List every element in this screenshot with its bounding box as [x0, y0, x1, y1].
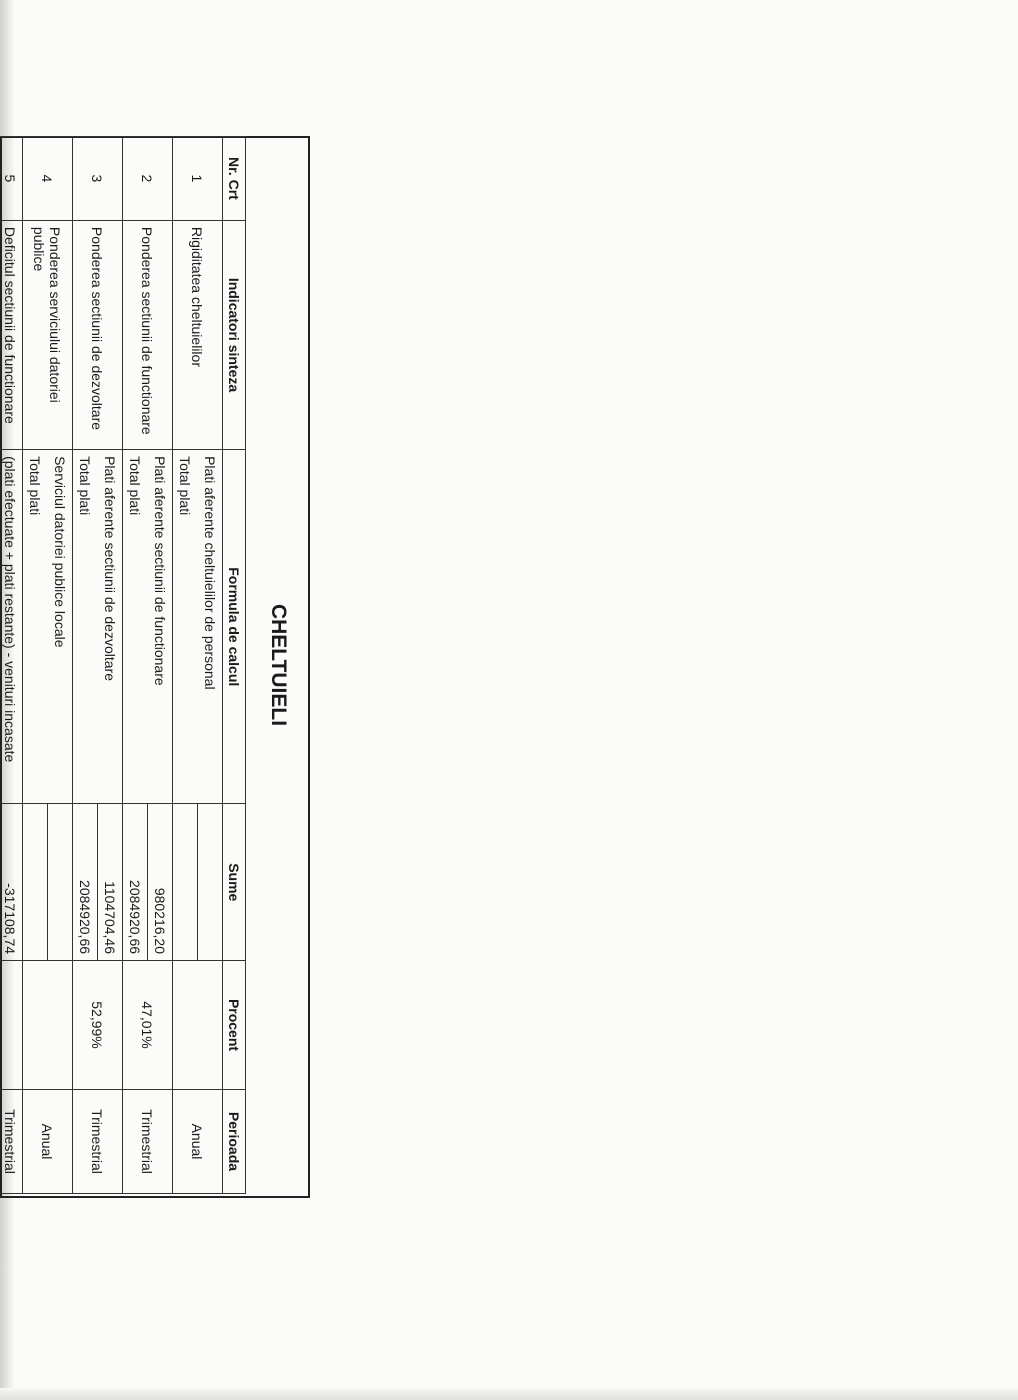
- sum-numerator: 1104704,46: [98, 804, 123, 961]
- indicator-name: Ponderea sectiunii de functionare: [123, 220, 173, 449]
- table-header-row: [223, 137, 246, 1194]
- sum-numerator: [198, 804, 223, 961]
- table-row: [48, 137, 73, 1194]
- header-procent: Procent: [223, 961, 246, 1090]
- period: Anual: [23, 1090, 73, 1194]
- period: Trimestrial: [0, 1090, 23, 1194]
- percent: 47,01%: [123, 961, 173, 1090]
- formula-denominator: Total plati: [123, 450, 148, 804]
- percent: [23, 961, 73, 1090]
- document-title: CHELTUIELI: [267, 603, 290, 727]
- percent: [0, 961, 23, 1090]
- sum-numerator: 980216,20: [148, 804, 173, 961]
- indicator-name: Ponderea serviciului datoriei publice: [23, 220, 73, 449]
- indicator-name: Deficitul sectiunii de functionare: [0, 220, 23, 449]
- indicator-name: Ponderea sectiunii de dezvoltare: [73, 220, 123, 449]
- sum-denominator: [173, 804, 198, 961]
- document: [0, 136, 310, 1198]
- sum-denominator: [23, 804, 48, 961]
- row-number: 5: [0, 137, 23, 221]
- period: Anual: [173, 1090, 223, 1194]
- percent: [173, 961, 223, 1090]
- indicator-name: Rigiditatea cheltuielilor: [173, 220, 223, 449]
- header-indicator: Indicatori sinteza: [223, 220, 246, 449]
- indicators-table: [0, 136, 246, 1194]
- row-number: 2: [123, 137, 173, 221]
- formula-denominator: Total plati: [73, 450, 98, 804]
- table-row: [98, 137, 123, 1194]
- formula: (plati efectuate + plati restante) - venituri incasate: [0, 450, 23, 804]
- table-row: [198, 137, 223, 1194]
- period: Trimestrial: [73, 1090, 123, 1194]
- formula-denominator: Total plati: [173, 450, 198, 804]
- formula-numerator: Plati aferente cheltuielilor de personal: [198, 450, 223, 804]
- header-perioada: Perioada: [223, 1090, 246, 1194]
- formula-numerator: Plati aferente sectiunii de functionare: [148, 450, 173, 804]
- sum: -317108,74: [0, 804, 23, 961]
- sum-denominator: 2084920,66: [123, 804, 148, 961]
- percent: 52,99%: [73, 961, 123, 1090]
- table-row: [148, 137, 173, 1194]
- rotated-page: [0, 136, 310, 1198]
- header-nr: Nr. Crt: [223, 137, 246, 221]
- header-sume: Sume: [223, 804, 246, 961]
- row-number: 4: [23, 137, 73, 221]
- formula-numerator: Serviciul datoriei publice locale: [48, 450, 73, 804]
- header-formula: Formula de calcul: [223, 450, 246, 804]
- formula-numerator: Plati aferente sectiunii de dezvoltare: [98, 450, 123, 804]
- table-row: [0, 137, 23, 1194]
- period: Trimestrial: [123, 1090, 173, 1194]
- scan-bottom-shadow: [0, 1388, 1018, 1400]
- row-number: 1: [173, 137, 223, 221]
- row-number: 3: [73, 137, 123, 221]
- formula-denominator: Total plati: [23, 450, 48, 804]
- sum-numerator: [48, 804, 73, 961]
- sum-denominator: 2084920,66: [73, 804, 98, 961]
